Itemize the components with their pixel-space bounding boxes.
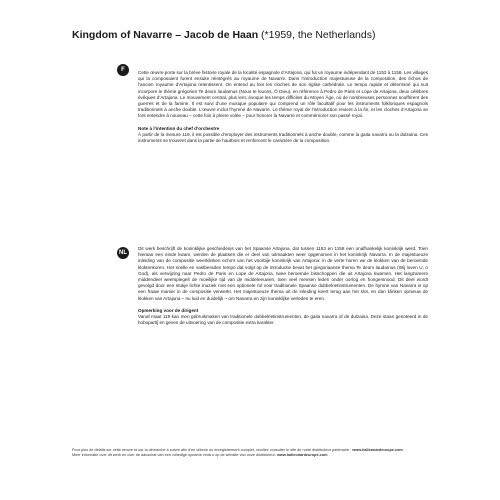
language-badge-nl: NL	[117, 247, 129, 259]
page-title	[72, 29, 492, 41]
french-note-body: À partir de la mesure 119, il est possible d’employer des instruments traditionnels à anche double, comme la gaita navarra ou la dulzaina. Ces instruments se trouvent dans la partie de hautbois et renforcent le caractère de la composition.	[138, 131, 428, 144]
french-note-heading: Note à l’intention du chef d’orchestre	[138, 125, 220, 131]
footer-nl-link[interactable]: www.halleonardeurope.com	[276, 453, 328, 458]
footer-fr-link[interactable]: www.halleonardeurope.com	[352, 448, 403, 452]
language-badge-fr: F	[117, 64, 129, 76]
dutch-section	[138, 246, 428, 326]
title-sub: (*1959, the Netherlands)	[258, 29, 376, 41]
footer-fr-text: Pour plus de détails sur cette œuvre et sur la démarche à suivre afin d’en obtenir un enregistrement complet, veuillez consulter le site de notre distributeur partenaire :	[72, 448, 353, 452]
footer	[72, 448, 472, 458]
dutch-note-body: Vanaf maat 119 kan men gebruikmaken van traditionele dubbelrietinstrumenten, de gaita navarra of de dulzaina. Deze staan genoteerd in de hobopartiĵ en geven de uitvoering van de compositie extra karakter.	[138, 314, 428, 326]
french-body: Cette œuvre porte sur la brève histoire royale de la localité espagnole d’Artajona, qui fut un royaume indépendant de 1153 à 1158. Les villages qui la composaient furent ensuite réintégrés au royaume de Navarre. Dans l’introduction majestueuse de la composition, des échos de l’ancien royaume d’Artajona retentissent. On entend au loin les cloches de son église cathédrale. Le tempo rapide et déterminé qui suit incorpore le thème grégorien Te deum laudamus (Nous te louons, Ô Dieu), en référence à Pedro de Paris et Lope de Artajona, deux célèbres évêques d’Artajona. Le mouvement central, plus lent, évoque les temps difficiles du Moyen Âge, où de nombreuses personnes souffrirent des guerres et de la famine. Il est suivi d’une musique populaire qui comprend un rôle facultatif pour les instruments folkloriques espagnols traditionnels à anche double. L’œuvre inclut l’hymne de Navarre. Le thème royal de l’introduction revient à la fin, et les cloches d’Artajona se font entendre à nouveau – cette fois à pleine volée – pour honorer la Navarre et commémorer son passé royal.	[138, 70, 428, 119]
footer-nl-text: Meer informatie over dit werk en over de aanschaf van een volledige opname vindt u op de website van onze distributeur:	[72, 453, 277, 458]
dutch-body: Dit werk beschrijft de koninklijke geschiedenis van het Spaanse Artajona, dat tussen 1153 en 1158 een onafhankelijk koninkrijk werd. Toen hieraan een einde kwam, werden de plaatsen die er deel van uitmaakten weer opgenomen in het koninkrijk Navarra. In de majestueuze inleiding van de compositie weerklinken echo’s van het voorbije koninkrijk van Artajona: in de verte horen we de klokken van de beroemde kloktenkoren. Het snelle en vastberaden tempo dat volgt op de introductie bevat het gregoriaanse thema Te deum laudamus (Wij loven U, o God), als verwijzing naar Pedro de Paris en Lope de Artajona, twee beroemde bisschoppen die uit Artajona kwamen. Het langzamere middendeel weerspiegelt de moeilijke tijd van de middeleeuwen, toen veel mensen leden onder oorlog en hongersnood. Dit deel wordt gevolgd door een stukje lichte muziek met een optionele rol voor traditionele Spaanse dubbelrietinstrumenten. De hymne van Navarra is op een fraaie manier in de compositie verwerkt. Het majestueuze thema uit de inleiding keert terug aan het slot, en dan klinken opnieuw de klokken van Artajona – nu luid en duidelijk – om Navarra en zijn koninklijke verleden te eren.	[138, 246, 428, 301]
footer-nl	[72, 453, 472, 458]
dutch-note-heading: Opmerking voor de dirigent	[138, 307, 199, 313]
french-section	[138, 70, 428, 144]
title-main: Kingdom of Navarre – Jacob de Haan	[72, 29, 259, 41]
